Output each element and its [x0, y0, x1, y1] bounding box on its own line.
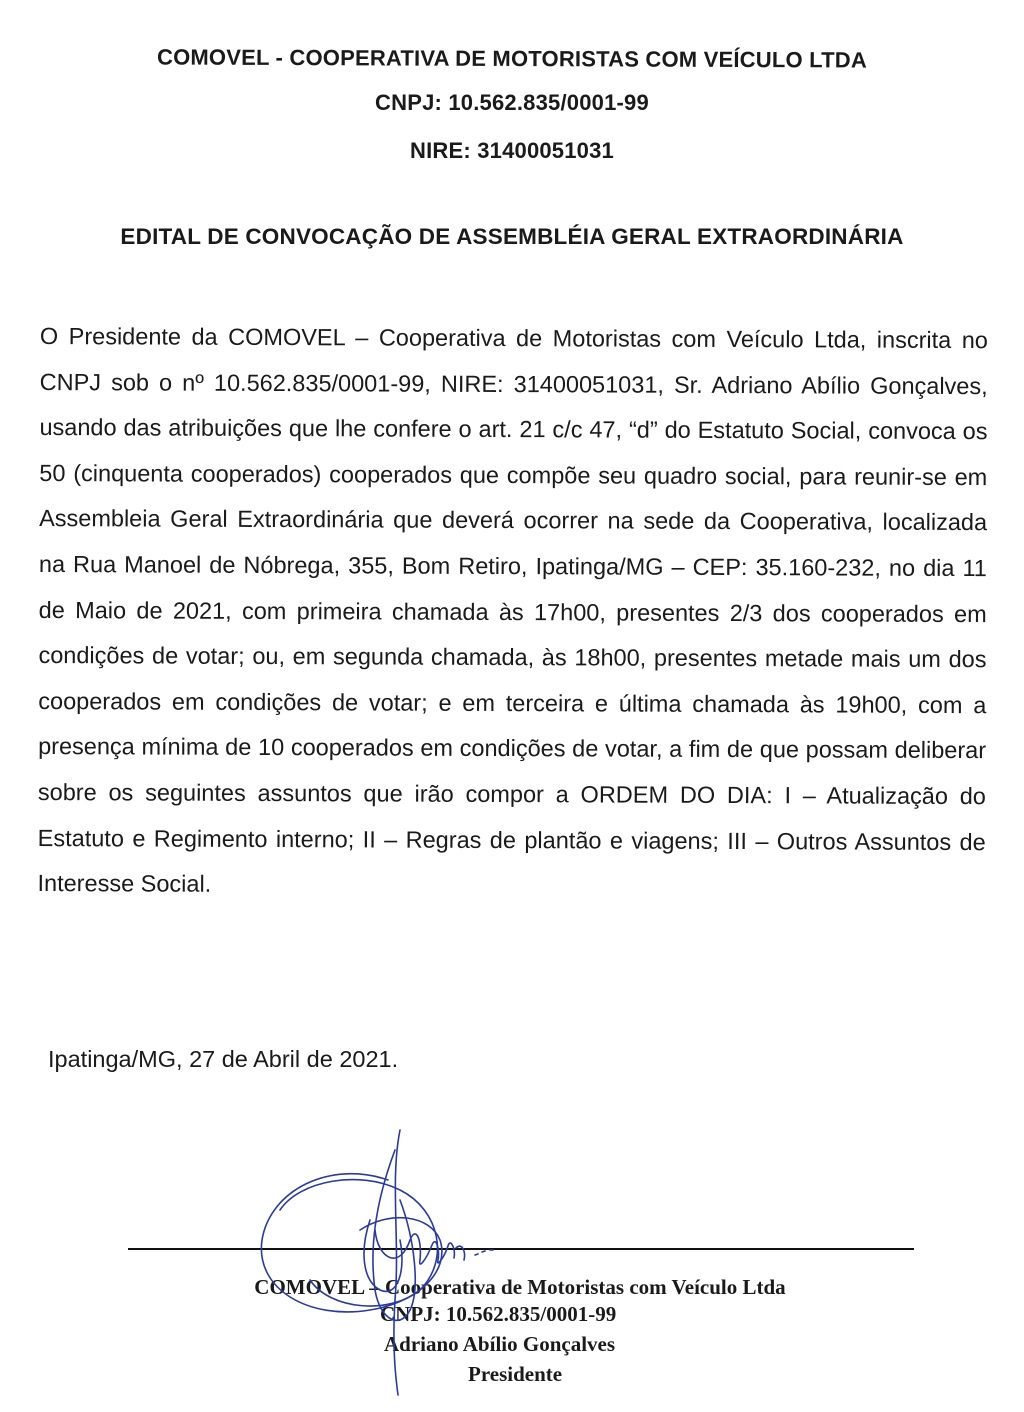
signature-cnpj: CNPJ: 10.562.835/0001-99 [380, 1302, 617, 1326]
company-nire: NIRE: 31400051031 [410, 138, 614, 163]
signature-role: Presidente [468, 1362, 563, 1386]
document-title: EDITAL DE CONVOCAÇÃO DE ASSEMBLÉIA GERAL EXTRAORDINÁRIA [120, 224, 904, 249]
company-name: COMOVEL - COOPERATIVA DE MOTORISTAS COM VEÍCULO LTDA [156, 44, 868, 73]
company-cnpj: CNPJ: 10.562.835/0001-99 [375, 90, 649, 115]
signature-name: Adriano Abílio Gonçalves [384, 1332, 616, 1356]
handwritten-signature-icon [250, 1120, 530, 1400]
date-line: Ipatinga/MG, 27 de Abril de 2021. [48, 1046, 399, 1072]
convocation-body: O Presidente da COMOVEL – Cooperativa de Motoristas com Veículo Ltda, inscrita no CNPJ sob o nº 10.562.835/0001-99, NIRE: 31400051031, Sr. Adriano Abílio Gonçalves, usando das atribuições que lhe confere o art. 21 c/c 47, “d” do Estatuto Social, convoca os 50 (cinquenta cooperados) cooperados que compõe seu quadro social, para reunir-se em Assembleia Geral Extraordinária que deverá ocorrer na sede da Cooperativa, localizada na Rua Manoel de Nóbrega, 355, Bom Retiro, Ipatinga/MG – CEP: 35.160-232, no dia 11 de Maio de 2021, com primeira chamada às 17h00, presentes 2/3 dos cooperados em condições de votar; ou, em segunda chamada, às 18h00, presentes metade mais um dos cooperados em condições de votar; e em terceira e última chamada às 19h00, com a presença mínima de 10 cooperados em condições de votar, a fim de que possam deliberar sobre os seguintes assuntos que irão compor a ORDEM DO DIA: I – Atualização do Estatuto e Regimento interno; II – Regras de plantão e viagens; III – Outros Assuntos de Interesse Social. [37, 322, 988, 897]
signature-org: COMOVEL – Cooperativa de Motoristas com Veículo Ltda [254, 1275, 786, 1299]
